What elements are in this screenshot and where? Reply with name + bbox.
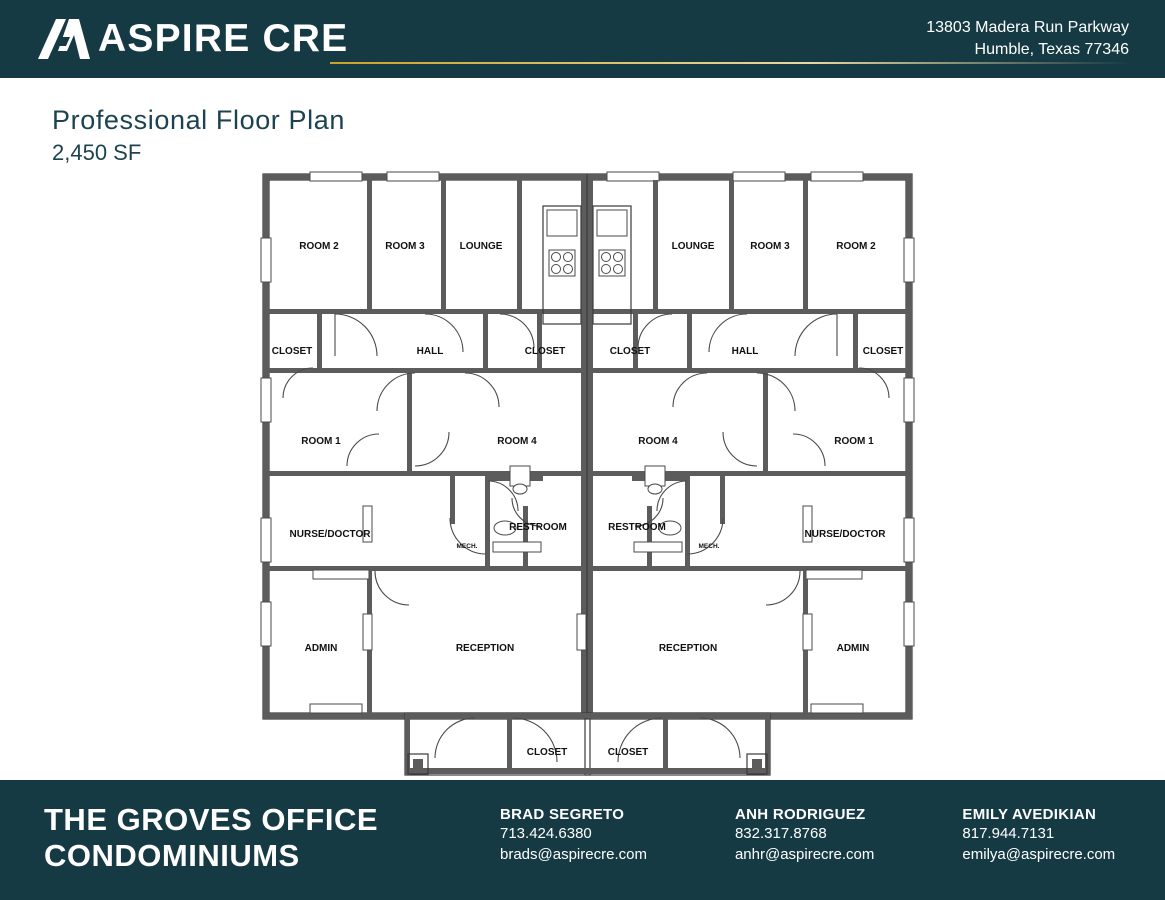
address-line-1: 13803 Madera Run Parkway [926,19,1129,36]
aspire-a-logo-icon [36,15,92,63]
room-label-closet-right-1: CLOSET [609,346,651,357]
room-label-room2-right: ROOM 2 [836,241,876,252]
room-label-nurse-doctor-left: NURSE/DOCTOR [289,529,371,540]
contact-email[interactable]: emilya@aspirecre.com [962,846,1116,863]
property-name-line-1: THE GROVES OFFICE [44,802,379,837]
room-label-restroom-left: RESTROOM [509,522,567,533]
room-label-hall-left: HALL [416,346,444,357]
room-label-room4-left: ROOM 4 [497,436,537,447]
contact-list [500,806,1115,865]
room-label-closet-entry-left: CLOSET [526,747,568,758]
room-label-nurse-doctor-right: NURSE/DOCTOR [804,529,886,540]
contact-email[interactable]: brads@aspirecre.com [500,846,647,863]
room-label-mech-left: MECH. [456,543,478,550]
property-name [44,802,378,874]
contact-card [500,806,647,865]
room-label-room1-right: ROOM 1 [834,436,874,447]
contact-card [962,806,1115,865]
floor-plan [255,166,920,776]
room-label-closet-left-1: CLOSET [271,346,313,357]
room-label-restroom-right: RESTROOM [608,522,666,533]
contact-phone[interactable]: 832.317.8768 [734,825,827,842]
room-label-room4-right: ROOM 4 [638,436,678,447]
room-label-room3-left: ROOM 3 [385,241,425,252]
page-title-block [52,105,345,166]
contact-phone[interactable]: 817.944.7131 [962,825,1055,842]
property-name-line-2: CONDOMINIUMS [44,838,300,873]
room-label-hall-right: HALL [731,346,759,357]
contact-phone[interactable]: 713.424.6380 [500,825,592,842]
room-label-admin-right: ADMIN [836,643,870,654]
brand-name: ASPIRE CRE [98,17,349,60]
page-subtitle: 2,450 SF [52,140,142,165]
room-label-lounge-left: LOUNGE [459,241,503,252]
room-label-room2-left: ROOM 2 [299,241,339,252]
header-address [926,17,1165,61]
page-title: Professional Floor Plan [52,105,345,135]
room-label-reception-left: RECEPTION [455,643,515,654]
room-label-lounge-right: LOUNGE [671,241,715,252]
room-label-mech-right: MECH. [698,543,720,550]
contact-name: EMILY AVEDIKIAN [962,806,1097,823]
header-accent-rule [330,62,1130,64]
page-header [0,0,1165,78]
page-footer [0,780,1165,900]
floor-plan-drawing [255,166,920,776]
contact-name: BRAD SEGRETO [500,806,625,823]
contact-name: ANH RODRIGUEZ [734,806,866,823]
room-label-closet-entry-right: CLOSET [607,747,649,758]
brand-block [0,15,348,63]
room-label-closet-right-2: CLOSET [862,346,904,357]
address-line-2: Humble, Texas 77346 [974,41,1129,58]
room-label-room3-right: ROOM 3 [750,241,790,252]
room-label-admin-left: ADMIN [304,643,338,654]
room-label-closet-left-2: CLOSET [524,346,566,357]
contact-email[interactable]: anhr@aspirecre.com [734,846,875,863]
room-label-reception-right: RECEPTION [658,643,718,654]
room-label-room1-left: ROOM 1 [301,436,341,447]
contact-card [735,806,874,865]
